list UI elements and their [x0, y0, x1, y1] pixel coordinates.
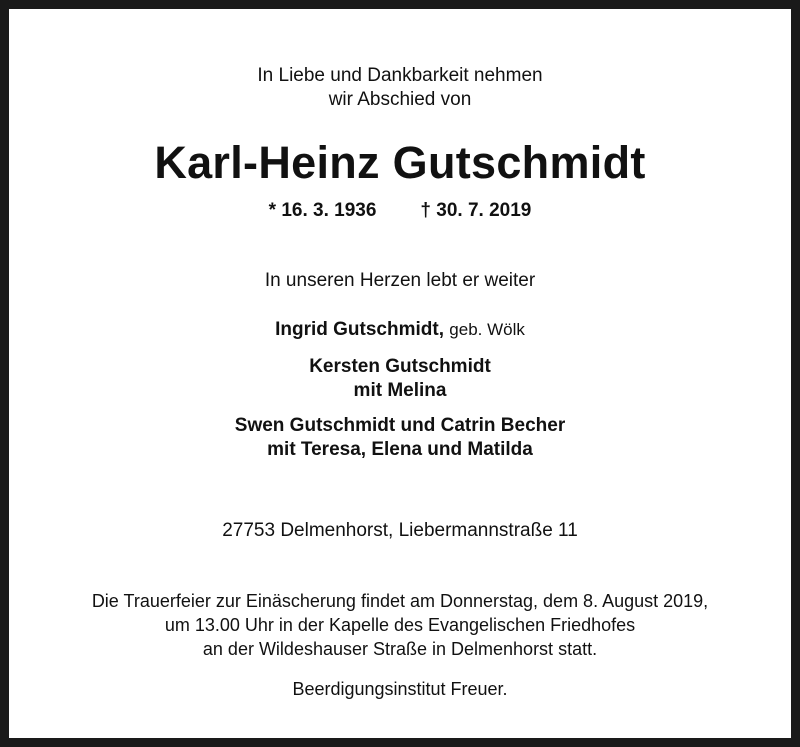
mourner-wife-name: Ingrid Gutschmidt, — [275, 319, 444, 340]
motto: In unseren Herzen lebt er weiter — [264, 270, 536, 291]
ceremony-line-1: Die Trauerfeier zur Einäscherung findet am Donnerstag, dem 8. August 2019, — [91, 591, 709, 611]
death-date: † 30. 7. 2019 — [420, 200, 532, 221]
mourner-son-2-family: mit Teresa, Elena und Matilda — [267, 439, 533, 460]
mourner-son-1: Kersten Gutschmidt — [309, 356, 491, 377]
address: 27753 Delmenhorst, Liebermannstraße 11 — [222, 520, 578, 541]
life-dates — [9, 200, 791, 222]
mourner-wife — [9, 319, 791, 341]
ceremony-line-3: an der Wildeshauser Straße in Delmenhorst statt. — [202, 639, 598, 659]
undertaker: Beerdigungsinstitut Freuer. — [292, 679, 508, 699]
birth-date: * 16. 3. 1936 — [268, 200, 377, 221]
intro-line-1: In Liebe und Dankbarkeit nehmen — [257, 65, 543, 86]
mourner-son-2: Swen Gutschmidt und Catrin Becher — [234, 415, 566, 436]
deceased-name: Karl-Heinz Gutschmidt — [154, 137, 646, 188]
mourner-wife-maiden-name: geb. Wölk — [449, 320, 525, 339]
ceremony-line-2: um 13.00 Uhr in der Kapelle des Evangelischen Friedhofes — [164, 615, 636, 635]
intro-line-2: wir Abschied von — [328, 89, 472, 110]
mourner-son-1-family: mit Melina — [353, 380, 447, 401]
